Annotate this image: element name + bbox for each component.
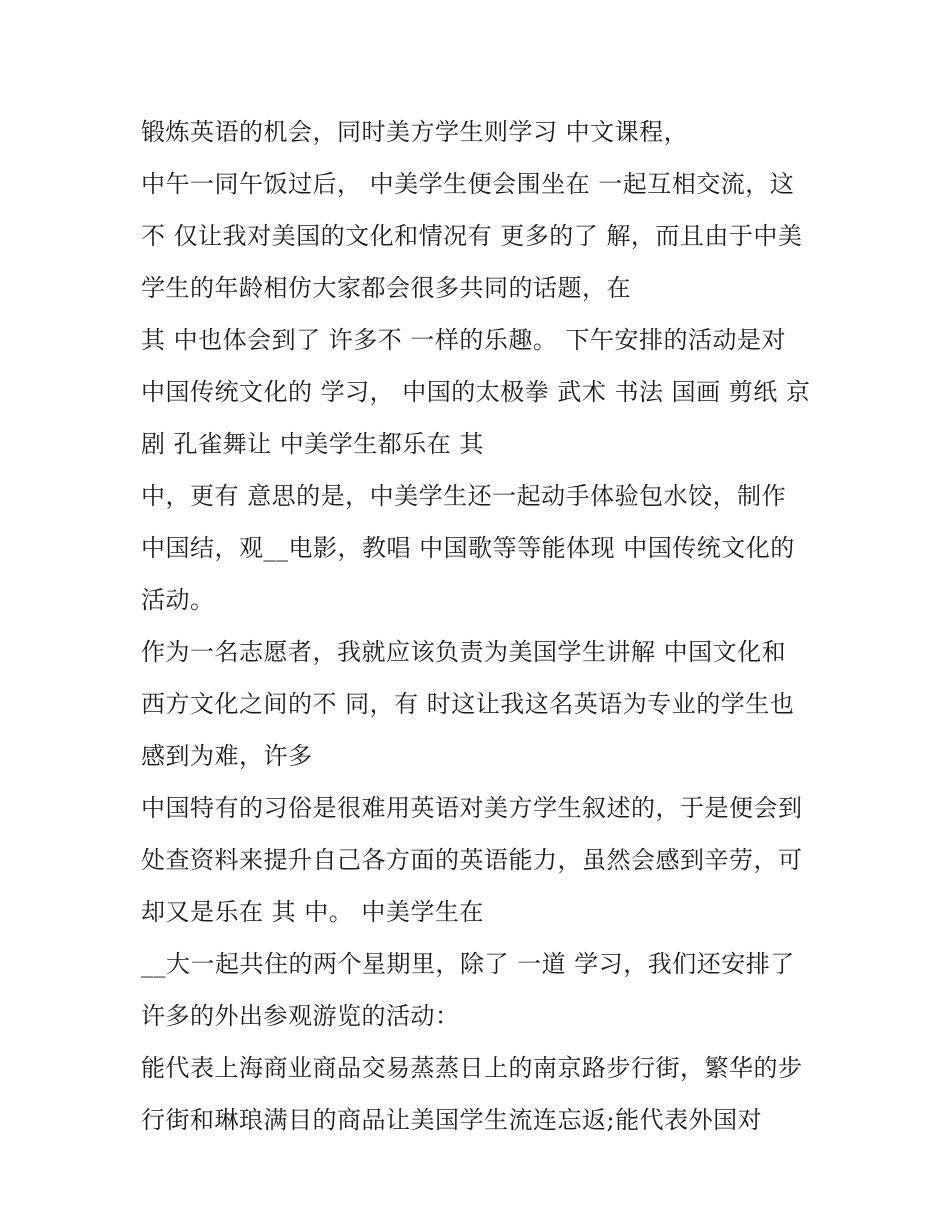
text-line: 活动。	[141, 586, 215, 614]
text-line: 不 仅让我对美国的文化和情况有 更多的了 解，而且由于中美	[141, 222, 803, 250]
text-line: 中，更有 意思的是，中美学生还一起动手体验包水饺，制作	[141, 482, 787, 510]
text-line: 行街和琳琅满目的商品让美国学生流连忘返;能代表外国对	[141, 1106, 763, 1134]
text-line: 其 中也体会到了 许多不 一样的乐趣。 下午安排的活动是对	[141, 326, 787, 354]
text-line: 能代表上海商业商品交易蒸蒸日上的南京路步行街，繁华的步	[141, 1054, 803, 1082]
text-line: 却又是乐在 其 中。 中美学生在	[141, 898, 484, 926]
text-line: 西方文化之间的不 同，有 时这让我这名英语为专业的学生也	[141, 690, 795, 718]
text-line: 作为一名志愿者，我就应该负责为美国学生讲解 中国文化和	[141, 638, 787, 666]
text-line: 剧 孔雀舞让 中美学生都乐在 其	[141, 430, 484, 458]
text-line: 感到为难，许多	[141, 742, 313, 770]
text-line: 中国结，观__电影，教唱 中国歌等等能体现 中国传统文化的	[141, 534, 795, 562]
text-line: 许多的外出参观游览的活动：	[141, 1002, 460, 1030]
text-line: 中国传统文化的 学习， 中国的太极拳 武术 书法 国画 剪纸 京	[141, 378, 811, 406]
body-text	[141, 106, 821, 1146]
text-line: 中午一同午饭过后， 中美学生便会围坐在 一起互相交流，这	[141, 170, 795, 198]
text-line: 中国特有的习俗是很难用英语对美方学生叙述的，于是便会到	[141, 794, 803, 822]
text-line: 学生的年龄相仿大家都会很多共同的话题，在	[141, 274, 631, 302]
text-line: 锻炼英语的机会，同时美方学生则学习 中文课程，	[141, 118, 689, 146]
text-line: __大一起共住的两个星期里，除了 一道 学习，我们还安排了	[141, 950, 795, 978]
text-line: 处查资料来提升自己各方面的英语能力，虽然会感到辛劳，可	[141, 846, 803, 874]
